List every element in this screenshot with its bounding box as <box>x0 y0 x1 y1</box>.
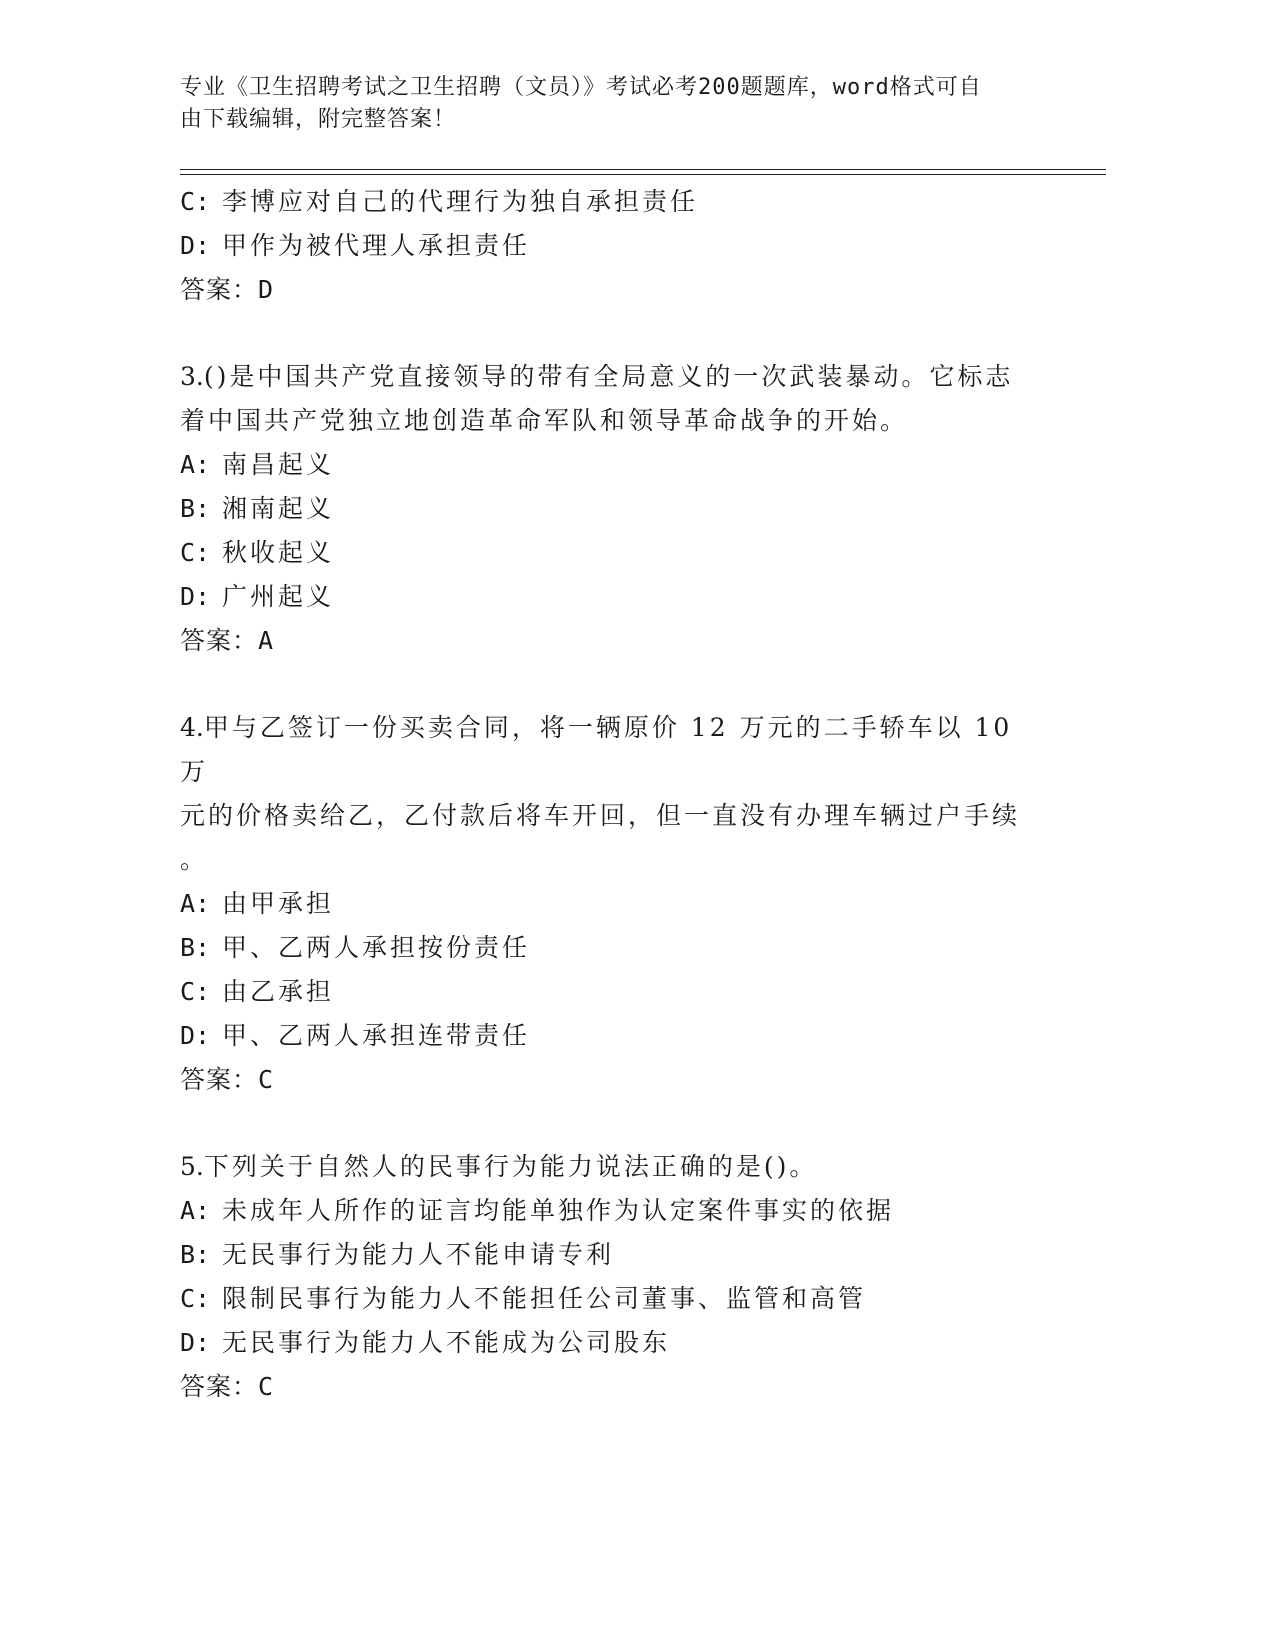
option-text: 无民事行为能力人不能申请专利 <box>222 1240 615 1269</box>
question-stem <box>180 355 1020 443</box>
question-list <box>180 180 1060 1409</box>
option-b <box>180 1233 1060 1277</box>
question-5 <box>180 1145 1060 1409</box>
answer-line <box>180 1058 1060 1102</box>
header-line-2: 由下载编辑，附完整答案！ <box>180 107 457 132</box>
answer-value: C <box>258 1372 275 1401</box>
option-label: D: <box>180 1021 211 1050</box>
option-text: 限制民事行为能力人不能担任公司董事、监管和高管 <box>222 1284 867 1313</box>
option-text: 甲、乙两人承担连带责任 <box>222 1021 531 1050</box>
option-label: C: <box>180 977 211 1006</box>
question-number: 5. <box>180 1152 204 1181</box>
option-b <box>180 926 1060 970</box>
option-label: D: <box>180 231 211 260</box>
option-label: D: <box>180 582 211 611</box>
answer-label: 答案： <box>180 1065 259 1094</box>
answer-value: C <box>258 1065 275 1094</box>
answer-line <box>180 1365 1060 1409</box>
stem-line-1: 下列关于自然人的民事行为能力说法正确的是()。 <box>203 1152 818 1181</box>
option-text: 甲作为被代理人承担责任 <box>222 231 531 260</box>
question-number: 4. <box>180 713 204 742</box>
stem-line-3: 。 <box>180 845 209 874</box>
header-divider-top <box>180 169 1106 170</box>
stem-line-2: 着中国共产党独立地创造革命军队和领导革命战争的开始。 <box>180 406 909 435</box>
stem-line-2: 元的价格卖给乙，乙付款后将车开回，但一直没有办理车辆过户手续 <box>180 801 1021 830</box>
answer-line <box>180 268 1060 312</box>
option-c <box>180 970 1060 1014</box>
option-d <box>180 224 1060 268</box>
answer-label: 答案： <box>180 275 259 304</box>
option-label: B: <box>180 933 211 962</box>
option-text: 李博应对自己的代理行为独自承担责任 <box>222 187 699 216</box>
answer-label: 答案： <box>180 1372 259 1401</box>
option-a <box>180 882 1060 926</box>
option-label: D: <box>180 1328 211 1357</box>
question-2-tail <box>180 180 1060 312</box>
answer-label: 答案： <box>180 626 259 655</box>
option-c <box>180 180 1060 224</box>
option-label: C: <box>180 1284 211 1313</box>
option-label: B: <box>180 494 211 523</box>
question-3 <box>180 355 1060 663</box>
option-b <box>180 487 1060 531</box>
option-a <box>180 1189 1060 1233</box>
option-d <box>180 1014 1060 1058</box>
option-text: 秋收起义 <box>222 538 335 567</box>
option-label: A: <box>180 1196 211 1225</box>
option-c <box>180 1277 1060 1321</box>
option-text: 湘南起义 <box>222 494 335 523</box>
option-label: B: <box>180 1240 211 1269</box>
option-text: 由甲承担 <box>222 889 335 918</box>
answer-value: D <box>258 275 275 304</box>
option-label: C: <box>180 538 211 567</box>
option-c <box>180 531 1060 575</box>
stem-line-1: ()是中国共产党直接领导的带有全局意义的一次武装暴动。它标志 <box>203 362 1014 391</box>
option-d <box>180 1321 1060 1365</box>
option-label: C: <box>180 187 211 216</box>
option-text: 甲、乙两人承担按份责任 <box>222 933 531 962</box>
option-a <box>180 443 1060 487</box>
question-stem <box>180 1145 1020 1189</box>
question-stem <box>180 706 1020 882</box>
option-text: 无民事行为能力人不能成为公司股东 <box>222 1328 671 1357</box>
document-header <box>180 72 1040 136</box>
option-text: 南昌起义 <box>222 450 335 479</box>
header-divider-bottom <box>180 174 1106 175</box>
stem-line-1: 甲与乙签订一份买卖合同，将一辆原价 12 万元的二手轿车以 10 万 <box>180 713 1013 786</box>
option-label: A: <box>180 889 211 918</box>
option-text: 广州起义 <box>222 582 335 611</box>
option-label: A: <box>180 450 211 479</box>
header-line-1: 专业《卫生招聘考试之卫生招聘（文员）》考试必考200题题库，word格式可自 <box>180 75 982 100</box>
option-d <box>180 575 1060 619</box>
option-text: 未成年人所作的证言均能单独作为认定案件事实的依据 <box>222 1196 895 1225</box>
answer-line <box>180 619 1060 663</box>
option-text: 由乙承担 <box>222 977 335 1006</box>
question-number: 3. <box>180 362 204 391</box>
answer-value: A <box>258 626 275 655</box>
question-4 <box>180 706 1060 1102</box>
